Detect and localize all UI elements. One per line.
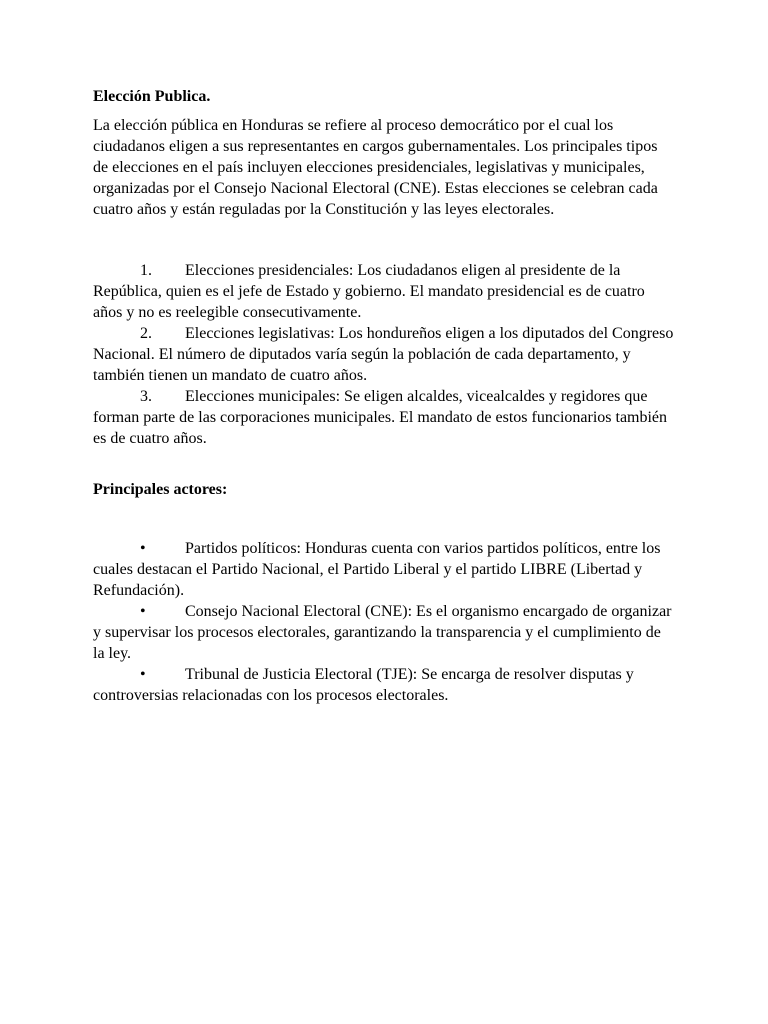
list-item-text: Consejo Nacional Electoral (CNE): Es el organismo encargado de organizar y supervisar los procesos electorales, garantizando la transparencia y el cumplimiento de la ley. bbox=[93, 603, 672, 662]
spacer bbox=[93, 220, 675, 260]
document-body bbox=[93, 86, 675, 706]
list-item-text: Elecciones municipales: Se eligen alcaldes, vicealcaldes y regidores que forman parte de las corporaciones municipales. El mandato de estos funcionarios también es de cuatro años. bbox=[93, 388, 668, 447]
list-item bbox=[93, 260, 675, 323]
bullet-icon: • bbox=[140, 666, 146, 683]
list-number: 1. bbox=[140, 262, 152, 279]
list-item bbox=[93, 386, 675, 449]
list-item bbox=[93, 323, 675, 386]
bullet-icon: • bbox=[140, 603, 146, 620]
bullet-icon: • bbox=[140, 540, 146, 557]
list-item bbox=[93, 538, 675, 601]
election-types-list bbox=[93, 260, 675, 449]
list-item bbox=[93, 601, 675, 664]
intro-paragraph: La elección pública en Honduras se refiere al proceso democrático por el cual los ciudadanos eligen a sus representantes en cargos gubernamentales. Los principales tipos de elecciones en el país incluyen elecciones presidenciales, legislativas y municipales, organizadas por el Consejo Nacional Electoral (CNE). Estas elecciones se celebran cada cuatro años y están reguladas por la Constitución y las leyes electorales. bbox=[93, 117, 658, 218]
spacer bbox=[93, 508, 675, 538]
actors-list bbox=[93, 538, 675, 706]
list-number: 3. bbox=[140, 388, 152, 405]
list-number: 2. bbox=[140, 325, 152, 342]
list-item-text: Partidos políticos: Honduras cuenta con varios partidos políticos, entre los cuales destacan el Partido Nacional, el Partido Liberal y el partido LIBRE (Libertad y Refundación). bbox=[93, 540, 661, 599]
section-heading: Principales actores: bbox=[93, 481, 228, 498]
list-item bbox=[93, 664, 675, 706]
list-item-text: Elecciones legislativas: Los hondureños eligen a los diputados del Congreso Nacional. El número de diputados varía según la población de cada departamento, y también tienen un mandato de cuatro años. bbox=[93, 325, 674, 384]
list-item-text: Tribunal de Justicia Electoral (TJE): Se encarga de resolver disputas y controversias relacionadas con los procesos electorales. bbox=[93, 666, 634, 704]
document-title: Elección Publica. bbox=[93, 88, 211, 105]
spacer bbox=[93, 449, 675, 479]
list-item-text: Elecciones presidenciales: Los ciudadanos eligen al presidente de la República, quien es el jefe de Estado y gobierno. El mandato presidencial es de cuatro años y no es reelegible consecutivamente. bbox=[93, 262, 645, 321]
